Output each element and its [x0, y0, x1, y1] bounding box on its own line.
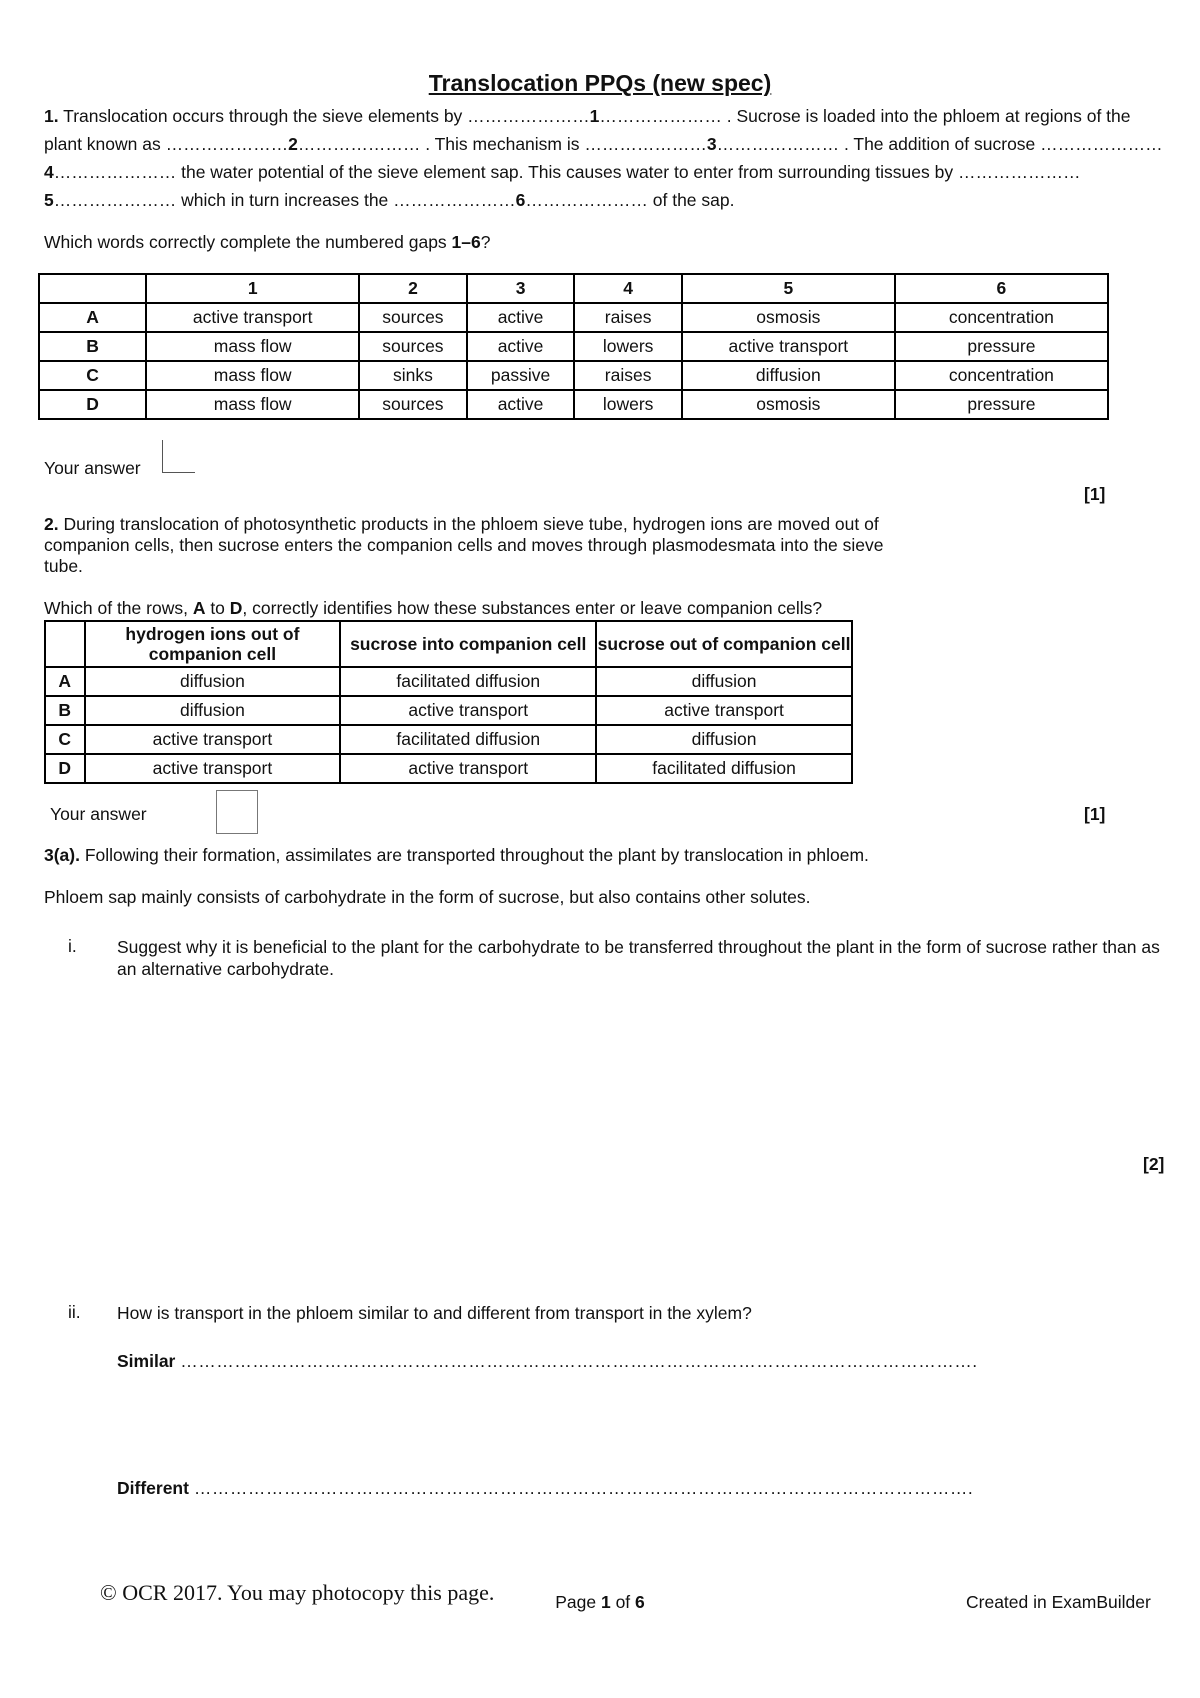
- similar-dots: …………………………………………………………………………………………………………………….: [180, 1351, 978, 1371]
- table-cell: active transport: [682, 332, 895, 361]
- page-prefix: Page: [555, 1592, 601, 1612]
- table-cell: diffusion: [596, 725, 852, 754]
- prompt-bold: D: [229, 598, 243, 618]
- table-cell: active transport: [340, 754, 596, 783]
- q2-answer-label: Your answer: [50, 804, 147, 824]
- table-cell: passive: [467, 361, 575, 390]
- table-header-row: [39, 274, 1108, 303]
- gap-number: 4: [44, 162, 54, 182]
- row-label: B: [45, 696, 85, 725]
- q1-text-part: ………………… . This mechanism is …………………: [297, 134, 707, 154]
- page-of: of: [610, 1592, 636, 1612]
- similar-label: Similar: [117, 1351, 176, 1371]
- prompt-text: ?: [480, 232, 491, 252]
- table-row: [39, 361, 1108, 390]
- table-header-cell: sucrose into companion cell: [340, 621, 596, 667]
- prompt-text: Which words correctly complete the numbered gaps: [44, 232, 452, 252]
- table-cell: active: [467, 332, 575, 361]
- q3-body: Following their formation, assimilates are transported throughout the plant by translocation in phloem.: [84, 845, 869, 865]
- table-header-cell: sucrose out of companion cell: [596, 621, 852, 667]
- q1-marks: [1]: [1084, 484, 1106, 504]
- table-header-cell: 2: [359, 274, 467, 303]
- q2-body: During translocation of photosynthetic products in the phloem sieve tube, hydrogen ions are moved out of companion cells, then sucrose enters the companion cells and moves through plasmodesmata into the sieve tube.: [44, 514, 884, 576]
- q3-part-ii-numeral: ii.: [68, 1302, 81, 1322]
- q3-part-i-numeral: i.: [68, 936, 77, 956]
- q3-number: 3(a).: [44, 845, 80, 865]
- row-label: B: [39, 332, 146, 361]
- q1-text-part: ………………… the water potential of the sieve element sap. This causes water to enter from surrounding tissues by …………………: [53, 162, 1081, 182]
- table-row: [39, 303, 1108, 332]
- different-dots: ………………………………………………………………………………………………………………….: [193, 1478, 974, 1498]
- row-label: A: [45, 667, 85, 696]
- table-cell: active: [467, 390, 575, 419]
- table-row: [39, 390, 1108, 419]
- page-total: 6: [635, 1592, 645, 1612]
- table-row: [45, 696, 852, 725]
- table-cell: concentration: [895, 361, 1108, 390]
- prompt-text: to: [205, 598, 230, 618]
- table-cell: concentration: [895, 303, 1108, 332]
- table-header-row: [45, 621, 852, 667]
- table-cell: mass flow: [146, 332, 359, 361]
- q3-intro-2: Phloem sap mainly consists of carbohydrate in the form of sucrose, but also contains other solutes.: [44, 887, 811, 907]
- table-header-cell: 4: [574, 274, 682, 303]
- q1-text-part: Translocation occurs through the sieve elements by …………………: [63, 106, 590, 126]
- table-cell: diffusion: [682, 361, 895, 390]
- table-cell: active transport: [85, 754, 341, 783]
- different-label: Different: [117, 1478, 189, 1498]
- table-header-cell: [39, 274, 146, 303]
- q1-options-table: [38, 273, 1109, 420]
- page-title: Translocation PPQs (new spec): [428, 70, 772, 96]
- table-header-cell: 1: [146, 274, 359, 303]
- q1-number: 1.: [44, 106, 59, 126]
- q1-answer-box[interactable]: [162, 440, 195, 473]
- table-cell: active transport: [596, 696, 852, 725]
- prompt-bold: 1–6: [451, 232, 481, 252]
- table-header-cell: 6: [895, 274, 1108, 303]
- prompt-bold: A: [192, 598, 206, 618]
- table-header-cell: 5: [682, 274, 895, 303]
- table-cell: active transport: [340, 696, 596, 725]
- table-cell: diffusion: [85, 667, 341, 696]
- q2-options-table: [44, 620, 853, 784]
- similar-answer-line[interactable]: [117, 1351, 978, 1372]
- q1-text-part: ………………… . Sucrose is loaded into the phloem at regions of the plant known as …………………: [44, 106, 1131, 154]
- table-header-cell: [45, 621, 85, 667]
- prompt-text: , correctly identifies how these substances enter or leave companion cells?: [242, 598, 823, 618]
- table-cell: active transport: [146, 303, 359, 332]
- row-label: D: [45, 754, 85, 783]
- table-row: [45, 725, 852, 754]
- table-cell: sources: [359, 303, 467, 332]
- table-cell: raises: [574, 361, 682, 390]
- table-cell: lowers: [574, 390, 682, 419]
- table-header-cell: hydrogen ions out of companion cell: [85, 621, 341, 667]
- table-row: [45, 667, 852, 696]
- table-cell: diffusion: [85, 696, 341, 725]
- table-cell: facilitated diffusion: [340, 725, 596, 754]
- table-cell: osmosis: [682, 390, 895, 419]
- table-cell: mass flow: [146, 361, 359, 390]
- q3-part-ii-text: How is transport in the phloem similar to and different from transport in the xylem?: [117, 1303, 752, 1323]
- table-header-cell: 3: [467, 274, 575, 303]
- q2-text: [44, 514, 884, 577]
- table-cell: facilitated diffusion: [340, 667, 596, 696]
- q1-prompt: [44, 232, 490, 253]
- table-cell: sinks: [359, 361, 467, 390]
- q1-answer-label: Your answer: [44, 458, 141, 478]
- q1-text: [44, 102, 1164, 214]
- gap-number: 5: [44, 190, 54, 210]
- q2-prompt: [44, 598, 822, 619]
- row-label: A: [39, 303, 146, 332]
- row-label: C: [45, 725, 85, 754]
- page-num: 1: [600, 1592, 611, 1612]
- q1-text-part: ………………… which in turn increases the …………………: [53, 190, 516, 210]
- q2-marks: [1]: [1084, 804, 1106, 824]
- row-label: D: [39, 390, 146, 419]
- gap-number: 6: [515, 190, 526, 210]
- table-cell: sources: [359, 332, 467, 361]
- different-answer-line[interactable]: [117, 1478, 973, 1499]
- q3-part-i-text: Suggest why it is beneficial to the plant for the carbohydrate to be transferred throughout the plant in the form of sucrose rather than as an alternative carbohydrate.: [117, 937, 1160, 979]
- gap-number: 3: [706, 134, 717, 154]
- table-row: [39, 332, 1108, 361]
- table-cell: diffusion: [596, 667, 852, 696]
- q2-number: 2.: [44, 514, 59, 534]
- table-cell: mass flow: [146, 390, 359, 419]
- table-cell: active: [467, 303, 575, 332]
- table-cell: active transport: [85, 725, 341, 754]
- prompt-text: Which of the rows,: [44, 598, 193, 618]
- table-cell: sources: [359, 390, 467, 419]
- table-cell: raises: [574, 303, 682, 332]
- table-cell: facilitated diffusion: [596, 754, 852, 783]
- q1-text-part: ………………… of the sap.: [525, 190, 735, 210]
- q3-part-i-marks: [2]: [1143, 1154, 1165, 1174]
- q3-intro: [44, 841, 1164, 869]
- gap-number: 2: [288, 134, 298, 154]
- gap-number: 1: [589, 106, 600, 126]
- table-row: [45, 754, 852, 783]
- footer-created: Created in ExamBuilder: [966, 1592, 1151, 1612]
- q1-text-part: ………………… . The addition of sucrose …………………: [716, 134, 1163, 154]
- table-cell: lowers: [574, 332, 682, 361]
- row-label: C: [39, 361, 146, 390]
- q2-answer-box[interactable]: [216, 790, 258, 834]
- table-cell: osmosis: [682, 303, 895, 332]
- footer-copyright: © OCR 2017. You may photocopy this page.: [100, 1580, 495, 1605]
- table-cell: pressure: [895, 390, 1108, 419]
- table-cell: pressure: [895, 332, 1108, 361]
